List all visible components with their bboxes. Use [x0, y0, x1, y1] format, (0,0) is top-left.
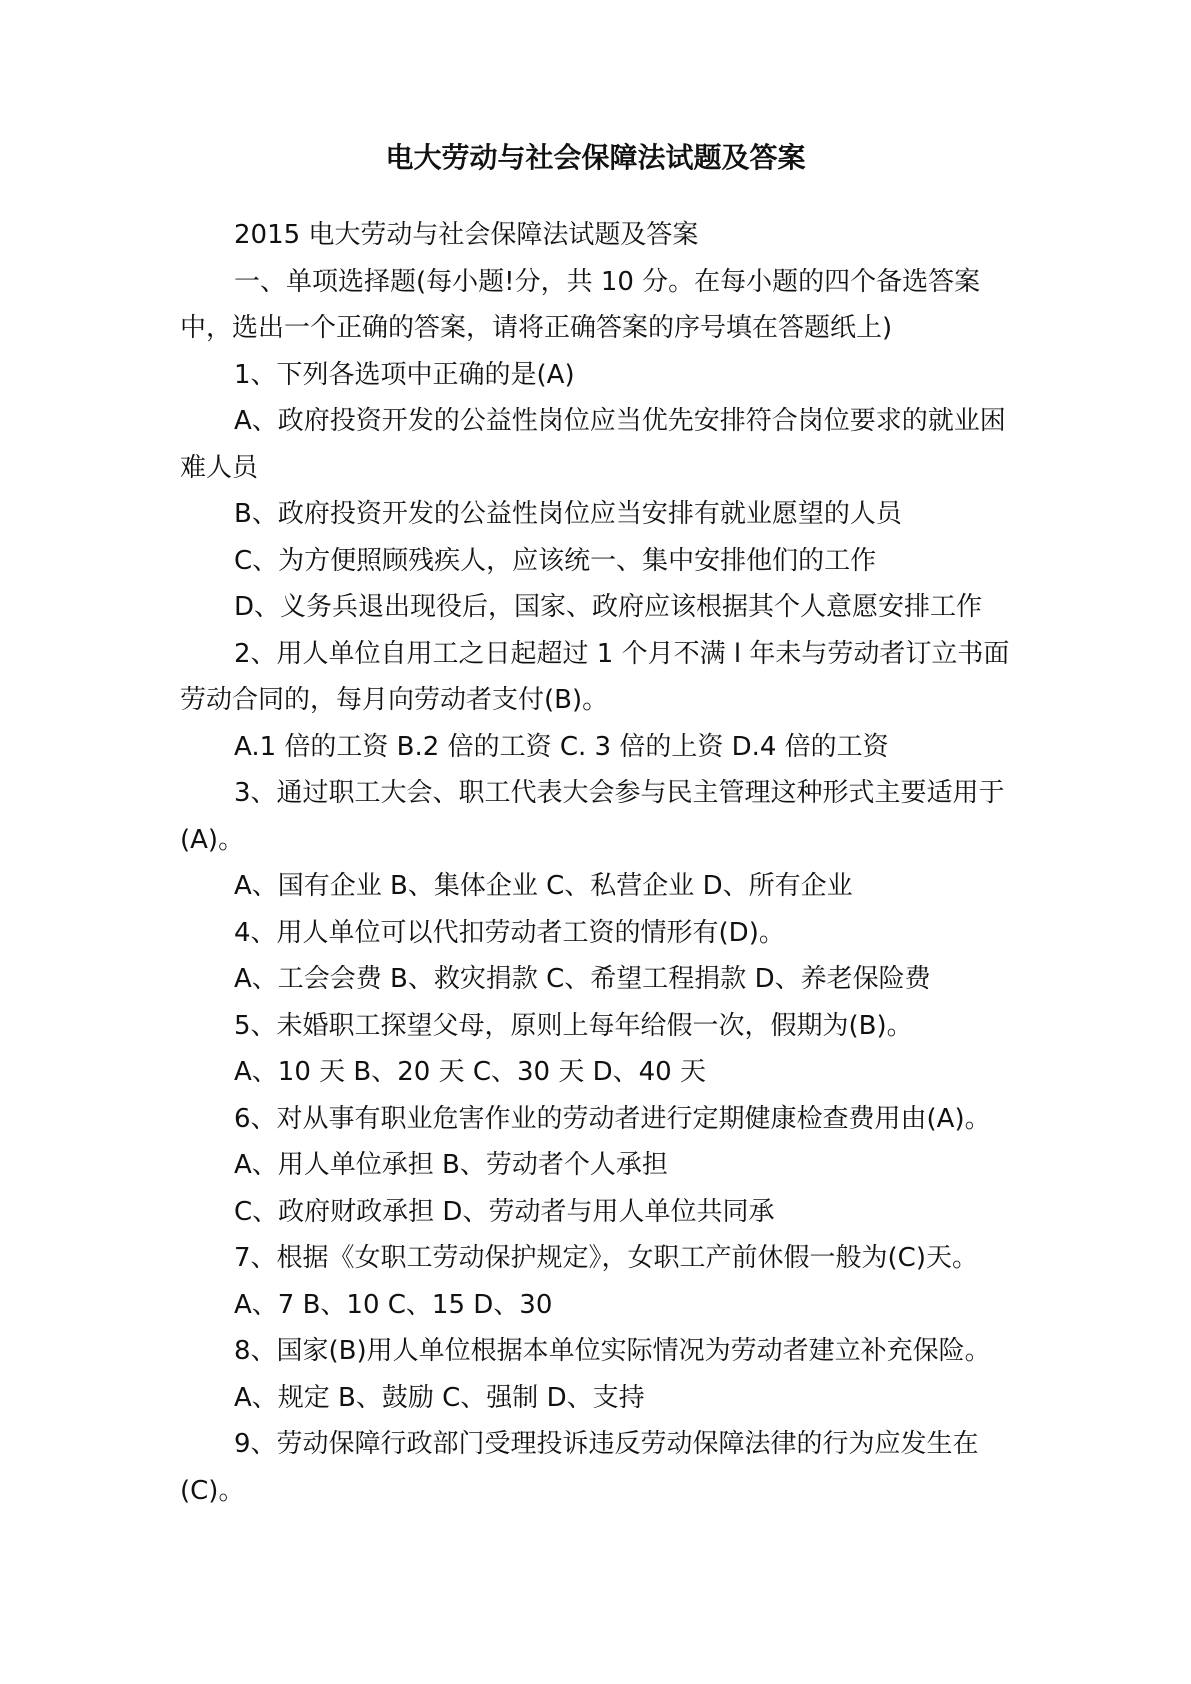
question-1-option-a: A、政府投资开发的公益性岗位应当优先安排符合岗位要求的就业困难人员: [180, 406, 1006, 483]
question-1-option-c: C、为方便照顾残疾人，应该统一、集中安排他们的工作: [234, 545, 877, 576]
question-4-options: A、工会会费 B、救灾捐款 C、希望工程捐款 D、养老保险费: [234, 964, 931, 994]
question-6-options-ab: A、用人单位承担 B、劳动者个人承担: [234, 1150, 668, 1180]
paragraph-subtitle: 2015 电大劳动与社会保障法试题及答案: [234, 220, 699, 250]
question-8-options: A、规定 B、鼓励 C、强制 D、支持: [234, 1382, 645, 1413]
document-title: 电大劳动与社会保障法试题及答案: [385, 141, 806, 174]
question-1-option-b: B、政府投资开发的公益性岗位应当安排有就业愿望的人员: [234, 499, 902, 529]
question-6: 6、对从事有职业危害作业的劳动者进行定期健康检查费用由(A)。: [234, 1103, 991, 1134]
question-5: 5、未婚职工探望父母，原则上每年给假一次，假期为(B)。: [234, 1010, 913, 1041]
question-8: 8、国家(B)用人单位根据本单位实际情况为劳动者建立补充保险。: [234, 1336, 991, 1366]
question-1: 1、下列各选项中正确的是(A): [234, 359, 575, 390]
question-2: 2、用人单位自用工之日起超过 1 个月不满 l 年未与劳动者订立书面劳动合同的，每月向劳动者支付(B)。: [180, 638, 1010, 715]
question-1-option-d: D、义务兵退出现役后，国家、政府应该根据其个人意愿安排工作: [234, 592, 983, 622]
question-7-options: A、7 B、10 C、15 D、30: [234, 1289, 553, 1320]
question-5-options: A、10 天 B、20 天 C、30 天 D、40 天: [234, 1057, 706, 1087]
question-3-options: A、国有企业 B、集体企业 C、私营企业 D、所有企业: [234, 871, 853, 901]
paragraph-section-heading: 一、单项选择题(每小题!分，共 10 分。在每小题的四个备选答案中，选出一个正确的答案，请将正确答案的序号填在答题纸上): [180, 266, 981, 343]
question-3: 3、通过职工大会、职工代表大会参与民主管理这种形式主要适用于(A)。: [180, 778, 1005, 855]
question-6-options-cd: C、政府财政承担 D、劳动者与用人单位共同承: [234, 1196, 775, 1227]
question-9: 9、劳动保障行政部门受理投诉违反劳动保障法律的行为应发生在(C)。: [180, 1429, 979, 1506]
document-body: [180, 212, 1020, 1514]
question-4: 4、用人单位可以代扣劳动者工资的情形有(D)。: [234, 917, 785, 948]
question-7: 7、根据《女职工劳动保护规定》，女职工产前休假一般为(C)天。: [234, 1243, 978, 1273]
question-2-options: A.1 倍的工资 B.2 倍的工资 C. 3 倍的上资 D.4 倍的工资: [234, 731, 889, 762]
